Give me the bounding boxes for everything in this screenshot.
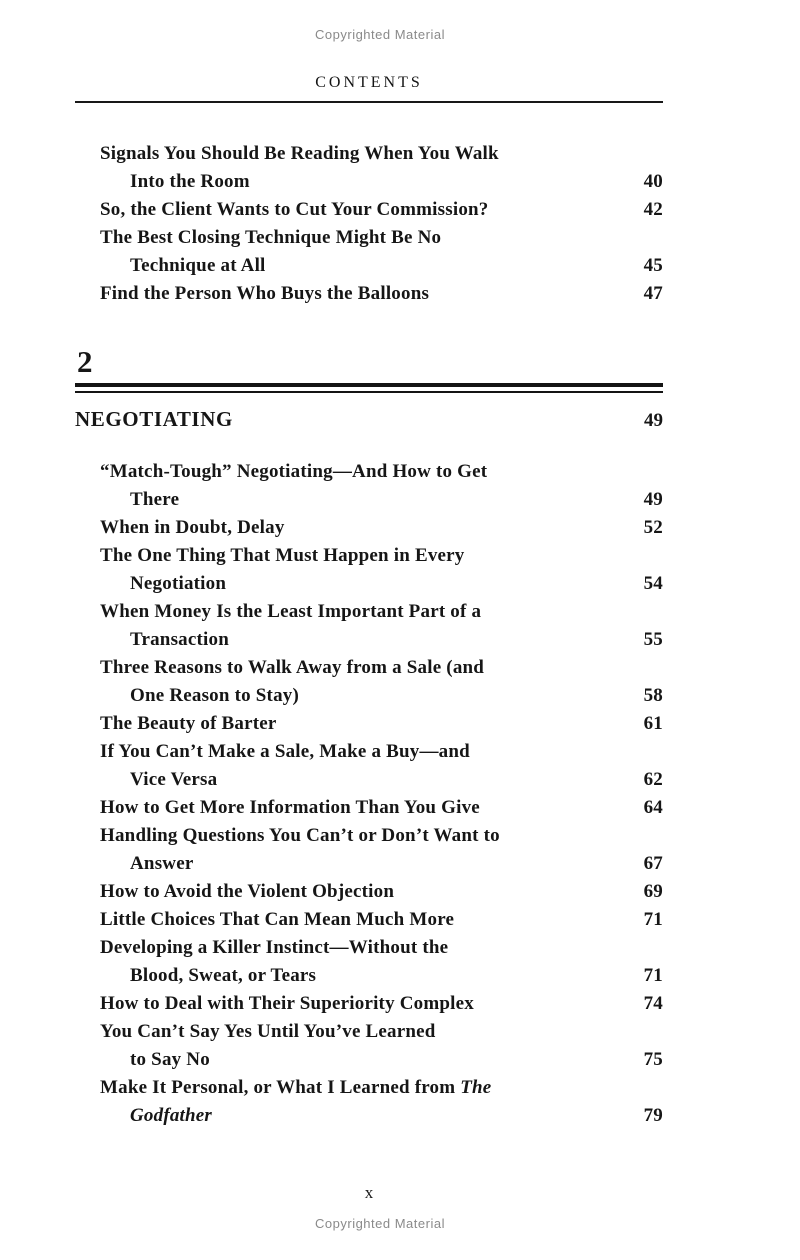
- toc-entry-title: If You Can’t Make a Sale, Make a Buy—and Vice Versa: [100, 741, 470, 790]
- chapter-title-row: [75, 407, 663, 432]
- toc-entry-page: 71: [643, 965, 663, 986]
- toc-entry-page: 64: [643, 797, 663, 818]
- toc-entry-title: Little Choices That Can Mean Much More: [100, 909, 455, 930]
- toc-entry-page: 45: [643, 255, 663, 276]
- toc-entry-page: 71: [643, 909, 663, 930]
- toc-list-chapter2: [75, 458, 663, 1130]
- toc-entry-title: Developing a Killer Instinct—Without the Blood, Sweat, or Tears: [100, 937, 449, 986]
- toc-entry: [100, 990, 663, 1018]
- toc-entry: [100, 1018, 663, 1074]
- toc-entry-title: Three Reasons to Walk Away from a Sale (and One Reason to Stay): [100, 657, 485, 706]
- toc-entry: [100, 878, 663, 906]
- toc-entry-page: 75: [643, 1049, 663, 1070]
- toc-entry-page: 55: [643, 629, 663, 650]
- toc-entry-page: 67: [643, 853, 663, 874]
- page-content: [75, 74, 663, 1130]
- toc-entry-title: The One Thing That Must Happen in Every Negotiation: [100, 545, 465, 594]
- toc-entry: [100, 710, 663, 738]
- toc-entry-title: You Can’t Say Yes Until You’ve Learned to Say No: [100, 1021, 436, 1070]
- toc-entry-page: 49: [643, 489, 663, 510]
- toc-entry: [100, 822, 663, 878]
- toc-entry-page: 79: [643, 1105, 663, 1126]
- header-rule: [75, 101, 663, 103]
- contents-heading: CONTENTS: [315, 74, 423, 91]
- toc-entry-page: 47: [643, 283, 663, 304]
- toc-entry-title: How to Get More Information Than You Give: [100, 797, 480, 818]
- toc-entry-title: Handling Questions You Can’t or Don’t Want to Answer: [100, 825, 500, 874]
- chapter-title: NEGOTIATING: [75, 407, 233, 431]
- toc-entry-title: Make It Personal, or What I Learned from The Godfather: [100, 1077, 492, 1126]
- toc-list-chapter1: [75, 140, 663, 308]
- toc-entry: [100, 654, 663, 710]
- toc-entry: [100, 542, 663, 598]
- toc-entry-page: 61: [643, 713, 663, 734]
- copyright-watermark-top: Copyrighted Material: [315, 27, 445, 42]
- toc-entry-title: How to Deal with Their Superiority Complex: [100, 993, 474, 1014]
- toc-entry-title: Find the Person Who Buys the Balloons: [100, 283, 430, 304]
- toc-entry: [100, 598, 663, 654]
- page-folio: x: [364, 1183, 374, 1202]
- toc-entry-title: “Match-Tough” Negotiating—And How to Get There: [100, 461, 488, 510]
- toc-entry-page: 54: [643, 573, 663, 594]
- toc-entry-title: Signals You Should Be Reading When You Walk Into the Room: [100, 143, 499, 192]
- toc-entry: [100, 196, 663, 224]
- toc-entry: [100, 514, 663, 542]
- toc-entry-page: 58: [643, 685, 663, 706]
- toc-entry-title: The Best Closing Technique Might Be No Technique at All: [100, 227, 442, 276]
- toc-entry: [100, 140, 663, 196]
- toc-entry: [100, 280, 663, 308]
- toc-entry-page: 74: [643, 993, 663, 1014]
- chapter-number: 2: [77, 344, 93, 379]
- toc-entry: [100, 1074, 663, 1130]
- toc-entry: [100, 794, 663, 822]
- toc-entry-title: So, the Client Wants to Cut Your Commission?: [100, 199, 489, 220]
- chapter-double-rule: [75, 383, 663, 393]
- toc-entry-page: 62: [643, 769, 663, 790]
- toc-entry: [100, 906, 663, 934]
- toc-entry-title: When in Doubt, Delay: [100, 517, 285, 538]
- toc-entry-page: 42: [643, 199, 663, 220]
- toc-entry: [100, 738, 663, 794]
- copyright-watermark-bottom: Copyrighted Material: [315, 1216, 445, 1231]
- toc-entry-page: 52: [643, 517, 663, 538]
- chapter-page-number: 49: [644, 410, 663, 431]
- toc-entry-page: 40: [643, 171, 663, 192]
- toc-entry-title: The Beauty of Barter: [100, 713, 277, 734]
- toc-entry: [100, 458, 663, 514]
- toc-entry-page: 69: [643, 881, 663, 902]
- toc-entry: [100, 934, 663, 990]
- toc-entry: [100, 224, 663, 280]
- toc-entry-title: When Money Is the Least Important Part of a Transaction: [100, 601, 482, 650]
- chapter-heading-block: [75, 346, 663, 432]
- toc-entry-title: How to Avoid the Violent Objection: [100, 881, 395, 902]
